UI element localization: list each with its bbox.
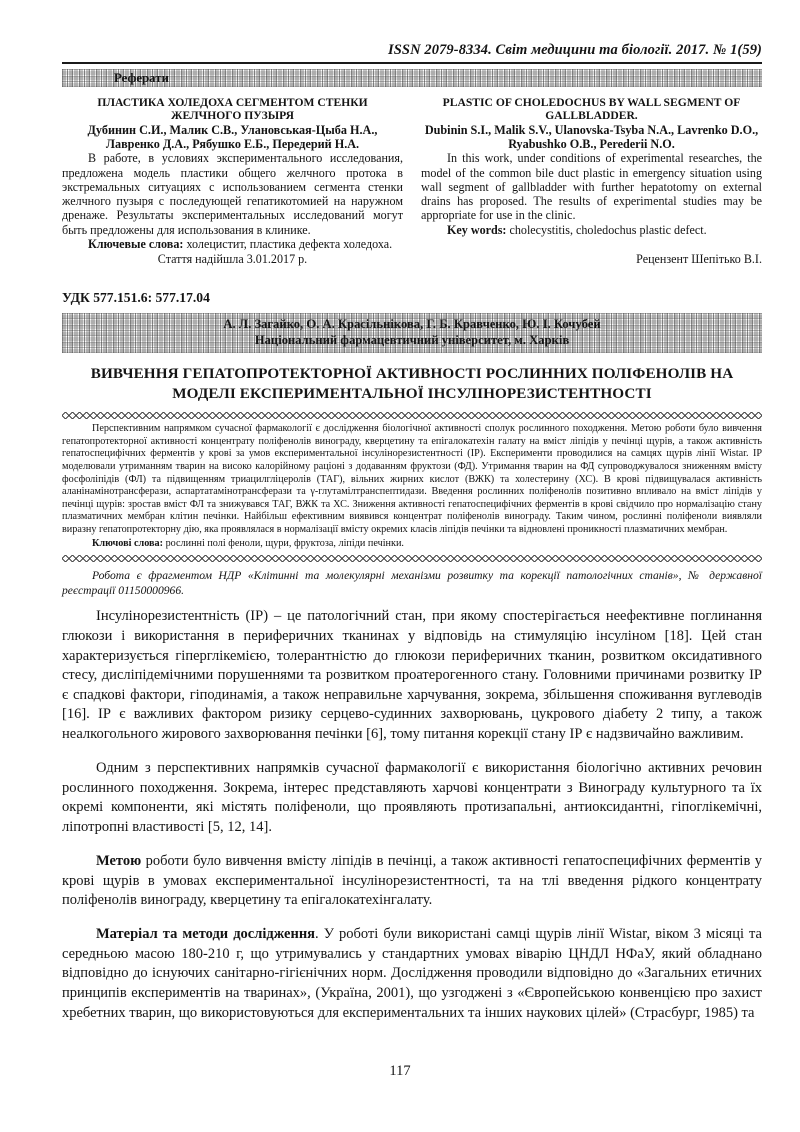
abstract-body-en: In this work, under conditions of experimental researches, the model of the common bile duct plastic in emergency situation using wall segment of gallbladder with further hepatotomy on external drains has proposed. The results of experimental studies may be appropriate for use in the clinic. bbox=[421, 151, 762, 223]
abstract-authors-en: Dubinin S.I., Malik S.V., Ulanovska-Tsyba N.A., Lavrenko D.O., Ryabushko O.B., Perederii N.O. bbox=[424, 122, 759, 152]
abstract-column-en bbox=[421, 96, 762, 251]
abstract-column-ru bbox=[62, 96, 403, 251]
body-paragraph bbox=[62, 925, 762, 1023]
body-paragraph-lead: Метою bbox=[96, 852, 142, 869]
reviewer-name: Рецензент Шепітько В.І. bbox=[636, 252, 762, 267]
article-authors: А. Л. Загайко, О. А. Красільнікова, Г. Б. Кравченко, Ю. І. Кочубей bbox=[223, 317, 601, 332]
abstract-columns bbox=[62, 96, 762, 251]
article-title: ВИВЧЕННЯ ГЕПАТОПРОТЕКТОРНОЇ АКТИВНОСТІ РОСЛИННИХ ПОЛІФЕНОЛІВ НА МОДЕЛІ ЕКСПЕРИМЕНТАЛЬНОЇ ІНСУЛІНОРЕЗИСТЕНТНОСТІ bbox=[90, 365, 734, 402]
article-abstract: Перспективним напрямком сучасної фармакології є дослідження біологічної активності сполук рослинного походження. Метою роботи було вивчення гепатопротекторної активності концентрату поліфенолів винограду, кверцетину та епігалокатехін галату на вміст ліпідів у печінці щурів, а також активність гепатоспецифічних ферментів у крові за умов експериментальної інсулінорезистентності (ІР). Експерименти проводилися на самцях щурів лінії Wistar. ІР моделювали утриманням тварин на високо калорійному раціоні з додаванням фруктози (ФД). Утримання тварин на ФД супроводжувалося зниженням вмісту фосфоліпідів (ФЛ) та підвищенням триацилгліцеролів (ТАГ), вільних жирних кислот (ВЖК) та холестерину (ХС). В крові підвищувалася активність аланінамінотрансферази, аспартатамінотрансферази та γ-глутамілтранспептидази. Введення рослинних поліфенолів позитивно впливало на вміст ліпідів у печінці щурів: зростав вміст ФЛ та знижувався ТАГ, ВЖК та ХС. Зниження активності гепатоспецифічних ферментів в крові свідчило про нормалізацію стану плазматичних мембран клітин печінки. Найбільш ефективним виявився концентрат поліфенолів винограду. Таким чином, рослинні поліфеноли виявляли виразну гепатопротекторну дію, яка проявлялася в нормалізації вмісту окремих класів ліпідів печінки та відновлені проникності плазматичних мембран. bbox=[62, 423, 762, 536]
abstract-keywords-text-en: cholecystitis, choledochus plastic defect. bbox=[509, 222, 707, 237]
page-content bbox=[62, 42, 762, 1038]
body-paragraph bbox=[62, 607, 762, 744]
funding-note: Робота є фрагментом НДР «Клітинні та молекулярні механізми розвитку та корекції патологічних станів», № державної реєстрації 01150000966. bbox=[62, 569, 762, 597]
udc-code: УДК 577.151.6: 577.17.04 bbox=[62, 290, 210, 306]
zigzag-divider-top bbox=[62, 412, 762, 419]
article-body bbox=[62, 607, 762, 1023]
body-paragraph-text: Одним з перспективних напрямків сучасної фармакології є використання біологічно активних речовин рослинного походження. Зокрема, інтерес представляють харчові концентрати з Винограду культурного та їх окремі компоненти, які містять поліфеноли, що проявляють протизапальні, антиоксидантні, гіпоглікемічні, ліпотропні властивості [5, 12, 14]. bbox=[62, 760, 762, 835]
abstract-meta-row bbox=[62, 252, 762, 267]
body-paragraph-text: . У роботі були використані самці щурів лінії Wistar, віком 3 місяці та середньою масою 180-210 г, що утримувались у стандартних умовах віварію ЦНДЛ НФаУ, який обладнано відповідно до існуючих санітарно-гігієнічних норм. Дослідження проводили відповідно до «Загальних етичних принципів експериментів на тваринах», (Україна, 2001), що узгоджені з «Європейською конвенцією про захист хребетних тварин, що використовуються для експериментальних та інших наукових цілей» (Страсбург, 1985) та bbox=[62, 926, 762, 1021]
abstract-keywords-en bbox=[421, 223, 762, 237]
article-keywords bbox=[62, 538, 762, 551]
abstract-title-ru: ПЛАСТИКА ХОЛЕДОХА СЕГМЕНТОМ СТЕНКИ ЖЕЛЧНОГО ПУЗЫРЯ bbox=[97, 96, 368, 123]
abstract-keywords-label-en: Key words: bbox=[447, 222, 507, 237]
abstract-keywords-text-ru: холецистит, пластика дефекта холедоха. bbox=[186, 237, 393, 251]
article-author-banner bbox=[62, 313, 762, 353]
abstract-authors-ru: Дубинин С.И., Малик С.В., Улановськая-Цыба Н.А., Лавренко Д.А., Рябушко Е.Б., Передерий Н.А. bbox=[87, 122, 378, 152]
section-bar-label: Реферати bbox=[114, 71, 169, 85]
page-number: 117 bbox=[389, 1063, 411, 1079]
body-paragraph bbox=[62, 759, 762, 837]
article-keywords-text: рослинні полі феноли, щури, фруктоза, ліпіди печінки. bbox=[165, 537, 404, 549]
article-affiliation: Національний фармацевтичний університет, м. Харків bbox=[254, 332, 570, 347]
body-paragraph bbox=[62, 852, 762, 911]
zigzag-divider-bottom bbox=[62, 555, 762, 562]
body-paragraph-text: роботи було вивчення вмісту ліпідів в печінці, а також активності гепатоспецифічних ферментів у крові щурів в умовах експериментальної інсулінорезистентності, та на тлі введення рідкого концентрату поліфенолів винограду, кверцетину та епігалокатехінгалату. bbox=[62, 852, 762, 909]
abstract-title-en: PLASTIC OF CHOLEDOCHUS BY WALL SEGMENT OF GALLBLADDER. bbox=[442, 96, 741, 123]
body-paragraph-text: Інсулінорезистентність (ІР) – це патологічний стан, при якому спостерігається неефективне поглинання глюкози і використання в периферичних тканинах у відповідь на стимуляцію інсуліном [18]. Цей стан характеризується гіперглікемією, толерантністю до глюкози периферичних тканин, розвитком оксидативного стесу, дисліпідемічними порушеннями та розвитком проатерогенного стану. Головними причинами розвитку ІР є спадкові фактори, гіподинамія, а також неправильне харчування, зокрема, збільшення споживання вуглеводів [16]. ІР є важливих фактором ризику серцево-судинних захворювань, цукрового діабету 2 типу, а також неалкогольного жирового захворювання печінки [6], тому питання корекції стану ІР є надзвичайно важливим. bbox=[62, 608, 762, 742]
abstract-body-ru: В работе, в условиях экспериментального исследования, предложена модель пластики общего желчного протока в экстремальных ситуациях с использованием сегмента стенки желчного пузыря с последующей гепатикотомией на наружном дренаже. Результаты экспериментальных исследований могут быть предложены для использования в клинике. bbox=[62, 151, 403, 237]
header-rule bbox=[62, 62, 762, 64]
abstract-keywords-ru bbox=[62, 237, 403, 251]
article-keywords-label: Ключові слова: bbox=[92, 537, 164, 549]
abstract-keywords-label-ru: Ключевые слова: bbox=[88, 237, 184, 251]
body-paragraph-lead: Матеріал та методи дослідження bbox=[96, 926, 316, 943]
submission-date: Стаття надійшла 3.01.2017 р. bbox=[157, 252, 308, 267]
section-bar bbox=[62, 69, 762, 87]
running-head: ISSN 2079-8334. Світ медицини та біології. 2017. № 1(59) bbox=[388, 42, 762, 58]
